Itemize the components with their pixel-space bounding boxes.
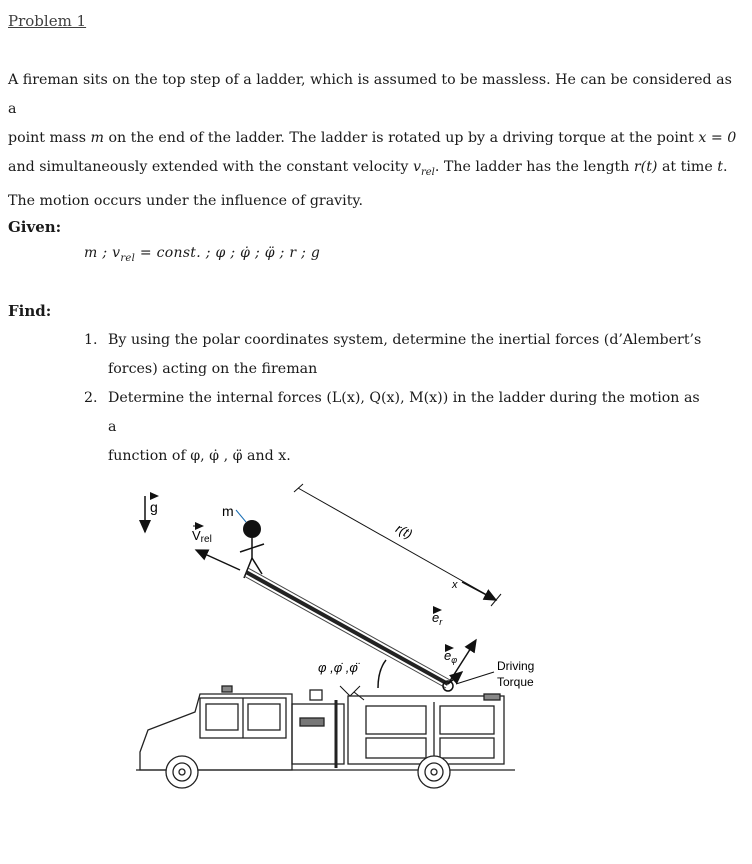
torque-label: Torque — [497, 675, 534, 689]
length-label: r(t) — [393, 520, 415, 542]
angle-indicator — [318, 660, 386, 700]
fireman-figure — [222, 503, 264, 578]
gravity-arrow — [145, 496, 158, 532]
driving-torque — [456, 659, 534, 689]
given-equation: m ; $v_{rel}$ = const. ; φ ; φ̇ ; φ̈ ; r ; g — [84, 245, 321, 264]
statement-line-4: The motion occurs under the influence of gravity. — [8, 192, 364, 209]
given-label: Given: — [8, 218, 62, 236]
find-item-1: 1. By using the polar coordinates system, determine the inertial forces (d’Alembert’s forces) acting on the fireman — [84, 332, 702, 377]
ephi-label: $e_\varphi$ — [444, 648, 458, 665]
er-label: $e_r$ — [432, 610, 443, 627]
problem-title: Problem 1 — [8, 12, 87, 30]
length-dimension — [294, 484, 501, 606]
find-list — [84, 326, 704, 471]
find-label: Find: — [8, 302, 52, 320]
vrel-label: Vrel — [192, 528, 212, 545]
unit-vectors — [432, 610, 476, 684]
x-axis-arrow — [451, 579, 496, 600]
mass-label: m — [222, 503, 234, 519]
fire-truck-diagram — [0, 470, 752, 864]
find-item-2: 2. Determine the internal forces (L(x), Q(x), M(x)) in the ladder during the motion as a function of φ, φ̇ , φ̈ and x. — [84, 390, 700, 464]
vrel-arrow — [192, 526, 240, 570]
angle-label: φ ,φ̇ ,φ̈ — [318, 660, 358, 675]
problem-statement — [8, 66, 738, 216]
statement-line-1: A fireman sits on the top step of a ladder, which is assumed to be massless. He can be considered as a — [8, 72, 732, 117]
statement-line-2: point mass m on the end of the ladder. The ladder is rotated up by a driving torque at the point x = 0 — [8, 130, 737, 146]
gravity-label: g — [150, 499, 158, 515]
x-label: x — [452, 579, 458, 591]
driving-label: Driving — [497, 659, 535, 673]
statement-line-3: and simultaneously extended with the constant velocity $v_{rel}$. The ladder has the length r(t) at time t. — [8, 159, 728, 178]
fire-truck — [136, 686, 515, 788]
